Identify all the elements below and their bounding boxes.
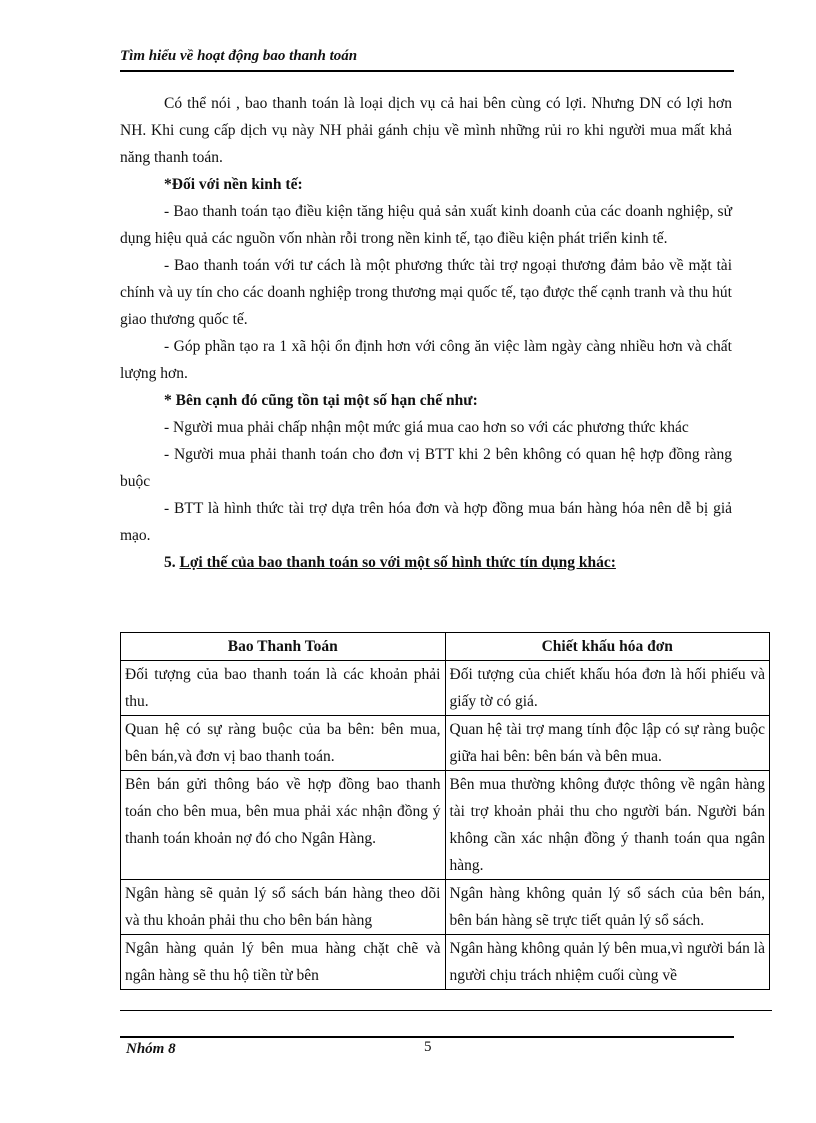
table-cell: Ngân hàng quản lý bên mua hàng chặt chẽ và ngân hàng sẽ thu hộ tiền từ bên: [121, 935, 446, 990]
section-number: 5.: [164, 554, 176, 571]
document-body: [120, 90, 732, 576]
paragraph-economy-2: - Bao thanh toán với tư cách là một phương thức tài trợ ngoại thương đảm bảo về mặt tài chính và uy tín cho các doanh nghiệp trong thương mại quốc tế, tạo được thế cạnh tranh và thu hút giao thương quốc tế.: [120, 257, 732, 328]
table-cell: Bên mua thường không được thông về ngân hàng tài trợ khoản phải thu cho người bán. Người bán không cần xác nhận đồng ý thanh toán qua ngân hàng.: [445, 771, 770, 880]
column-header-factoring: Bao Thanh Toán: [121, 633, 446, 661]
section-title: Lợi thế của bao thanh toán so với một số hình thức tín dụng khác:: [179, 554, 616, 571]
table-row: [121, 716, 770, 771]
paragraph-economy-3: - Góp phần tạo ra 1 xã hội ổn định hơn với công ăn việc làm ngày càng nhiều hơn và chất lượng hơn.: [120, 338, 732, 382]
paragraph-limit-1: - Người mua phải chấp nhận một mức giá mua cao hơn so với các phương thức khác: [164, 419, 689, 436]
column-header-discounting: Chiết khấu hóa đơn: [445, 633, 770, 661]
paragraph-limit-2: - Người mua phải thanh toán cho đơn vị BTT khi 2 bên không có quan hệ hợp đồng ràng buộc: [120, 446, 732, 490]
table-cell: Quan hệ tài trợ mang tính độc lập có sự ràng buộc giữa hai bên: bên bán và bên mua.: [445, 716, 770, 771]
heading-economy: *Đối với nền kinh tế:: [164, 176, 303, 193]
table-cell: Quan hệ có sự ràng buộc của ba bên: bên mua, bên bán,và đơn vị bao thanh toán.: [121, 716, 446, 771]
table-header-row: [121, 633, 770, 661]
table-row: [121, 771, 770, 880]
table-cell: Ngân hàng không quản lý bên mua,vì người bán là người chịu trách nhiệm cuối cùng về: [445, 935, 770, 990]
paragraph-economy-1: - Bao thanh toán tạo điều kiện tăng hiệu quả sản xuất kinh doanh của các doanh nghiệp, sử dụng hiệu quả các nguồn vốn nhàn rỗi trong nền kinh tế, tạo điều kiện phát triển kinh tế.: [120, 203, 732, 247]
table-bottom-border: [120, 1010, 772, 1015]
footer-group-name: Nhóm 8: [126, 1041, 176, 1057]
table-cell: Bên bán gửi thông báo về hợp đồng bao thanh toán cho bên mua, bên mua phải xác nhận đồng ý thanh toán khoản nợ đó cho Ngân Hàng.: [121, 771, 446, 880]
page-header-title: Tìm hiểu về hoạt động bao thanh toán: [120, 48, 734, 72]
comparison-table: [120, 632, 770, 990]
heading-limits: * Bên cạnh đó cũng tồn tại một số hạn chế như:: [164, 392, 478, 409]
paragraph-intro: Có thể nói , bao thanh toán là loại dịch vụ cả hai bên cùng có lợi. Nhưng DN có lợi hơn NH. Khi cung cấp dịch vụ này NH phải gánh chịu về mình những rủi ro khi người mua mất khả năng thanh toán.: [120, 95, 732, 166]
table-row: [121, 880, 770, 935]
table-cell: Đối tượng của bao thanh toán là các khoản phải thu.: [121, 661, 446, 716]
table-cell: Đối tượng của chiết khấu hóa đơn là hối phiếu và giấy tờ có giá.: [445, 661, 770, 716]
table-cell: Ngân hàng không quản lý sổ sách của bên bán, bên bán hàng sẽ trực tiết quản lý sổ sách.: [445, 880, 770, 935]
page-number: 5: [424, 1039, 432, 1055]
table-row: [121, 661, 770, 716]
section-heading: [120, 549, 732, 576]
table-row: [121, 935, 770, 990]
paragraph-limit-3: - BTT là hình thức tài trợ dựa trên hóa đơn và hợp đồng mua bán hàng hóa nên dễ bị giả mạo.: [120, 500, 732, 544]
table-cell: Ngân hàng sẽ quản lý sổ sách bán hàng theo dõi và thu khoản phải thu cho bên bán hàng: [121, 880, 446, 935]
footer-divider: [120, 1036, 734, 1038]
